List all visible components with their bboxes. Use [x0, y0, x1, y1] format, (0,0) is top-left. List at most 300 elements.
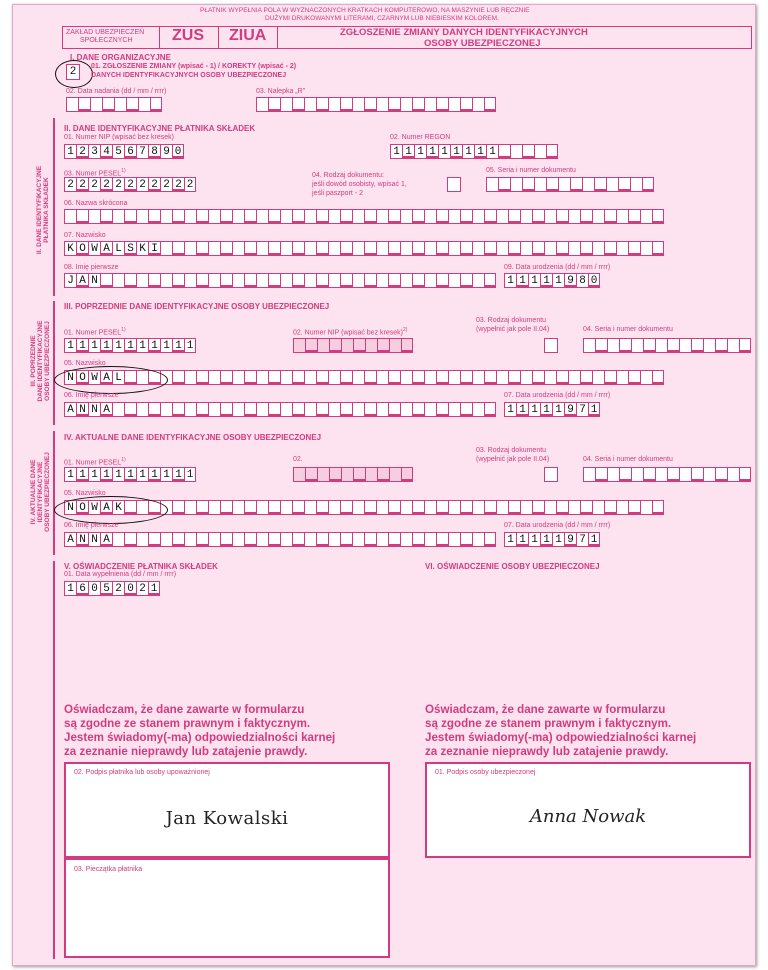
prev-nip-cells[interactable] [293, 338, 413, 353]
short-name-cell[interactable] [436, 209, 448, 224]
curr-pesel-cell[interactable]: 1 [88, 467, 100, 482]
prev-firstname-cell[interactable]: A [100, 402, 112, 417]
curr-series-cells[interactable] [583, 467, 751, 482]
payer-pesel-cell[interactable]: 2 [112, 177, 124, 192]
short-name-cell[interactable] [580, 209, 592, 224]
prev-firstname-cell[interactable] [316, 402, 328, 417]
curr-pesel-cells[interactable] [64, 467, 196, 482]
curr-series-cell[interactable] [631, 467, 643, 482]
curr-surname-cell[interactable] [364, 500, 376, 515]
payer-firstname-cell[interactable] [460, 273, 472, 288]
payer-regon-cells[interactable] [390, 144, 558, 159]
prev-firstname-cell[interactable] [232, 402, 244, 417]
curr-firstname-cell[interactable] [304, 532, 316, 547]
curr-firstname-cell[interactable] [376, 532, 388, 547]
curr-nip-cell[interactable] [293, 467, 305, 482]
curr-surname-cell[interactable] [256, 500, 268, 515]
curr-nip-cell[interactable] [305, 467, 317, 482]
payer-surname-cell[interactable] [256, 241, 268, 256]
short-name-cell[interactable] [244, 209, 256, 224]
payer-firstname-cell[interactable]: N [88, 273, 100, 288]
short-name-cell[interactable] [292, 209, 304, 224]
payer-pesel-cell[interactable]: 2 [100, 177, 112, 192]
curr-birth-cell[interactable]: 1 [504, 532, 516, 547]
curr-series-cell[interactable] [619, 467, 631, 482]
payer-pesel-cell[interactable]: 2 [64, 177, 76, 192]
payer-firstname-cell[interactable] [124, 273, 136, 288]
prev-firstname-cell[interactable] [256, 402, 268, 417]
curr-firstname-cell[interactable] [340, 532, 352, 547]
payer-surname-cell[interactable] [652, 241, 664, 256]
payer-surname-cell[interactable] [544, 241, 556, 256]
prev-surname-cell[interactable] [352, 370, 364, 385]
prev-surname-cell[interactable] [568, 370, 580, 385]
curr-firstname-cell[interactable] [184, 532, 196, 547]
short-name-cell[interactable] [448, 209, 460, 224]
payer-firstname-cell[interactable] [412, 273, 424, 288]
curr-surname-cell[interactable] [388, 500, 400, 515]
insured-signature-box[interactable] [425, 762, 751, 858]
curr-firstname-cell[interactable]: N [76, 532, 88, 547]
assign-date-cell[interactable] [90, 97, 102, 112]
curr-surname-cell[interactable] [220, 500, 232, 515]
payer-surname-cell[interactable] [568, 241, 580, 256]
prev-birth-cell[interactable]: 7 [576, 402, 588, 417]
prev-pesel-cell[interactable]: 1 [136, 338, 148, 353]
prev-surname-cell[interactable] [484, 370, 496, 385]
curr-series-cell[interactable] [679, 467, 691, 482]
short-name-cell[interactable] [556, 209, 568, 224]
payer-nip-cell[interactable]: 5 [112, 144, 124, 159]
prev-firstname-cell[interactable] [172, 402, 184, 417]
curr-firstname-cell[interactable] [472, 532, 484, 547]
prev-pesel-cell[interactable]: 1 [100, 338, 112, 353]
prev-firstname-cell[interactable]: N [76, 402, 88, 417]
prev-surname-cell[interactable]: W [88, 370, 100, 385]
payer-nip-cells[interactable] [64, 144, 184, 159]
payer-regon-cell[interactable]: 1 [414, 144, 426, 159]
prev-series-cell[interactable] [679, 338, 691, 353]
short-name-cell[interactable] [628, 209, 640, 224]
prev-surname-cell[interactable] [460, 370, 472, 385]
prev-surname-cell[interactable] [556, 370, 568, 385]
short-name-cells[interactable] [64, 209, 664, 224]
curr-surname-cell[interactable]: A [100, 500, 112, 515]
payer-firstname-cell[interactable]: J [64, 273, 76, 288]
curr-surname-cell[interactable] [508, 500, 520, 515]
sticker-cell[interactable] [292, 97, 304, 112]
payer-doc-type-cell[interactable] [447, 177, 461, 192]
short-name-cell[interactable] [64, 209, 76, 224]
prev-series-cell[interactable] [691, 338, 703, 353]
prev-surname-cell[interactable] [196, 370, 208, 385]
payer-firstname-cell[interactable] [208, 273, 220, 288]
prev-nip-cell[interactable] [341, 338, 353, 353]
short-name-cell[interactable] [352, 209, 364, 224]
curr-surname-cell[interactable] [520, 500, 532, 515]
prev-birth-cell[interactable]: 1 [540, 402, 552, 417]
curr-surname-cell[interactable]: K [112, 500, 124, 515]
payer-surname-cell[interactable] [640, 241, 652, 256]
curr-firstname-cell[interactable] [460, 532, 472, 547]
payer-stamp-box[interactable] [64, 858, 390, 958]
prev-surname-cell[interactable] [268, 370, 280, 385]
payer-firstname-cell[interactable] [136, 273, 148, 288]
payer-firstname-cell[interactable] [340, 273, 352, 288]
curr-firstname-cell[interactable] [232, 532, 244, 547]
prev-firstname-cell[interactable] [196, 402, 208, 417]
curr-firstname-cell[interactable] [148, 532, 160, 547]
prev-nip-cell[interactable] [401, 338, 413, 353]
prev-nip-cell[interactable] [353, 338, 365, 353]
prev-firstname-cell[interactable] [220, 402, 232, 417]
short-name-cell[interactable] [484, 209, 496, 224]
payer-regon-cell[interactable] [510, 144, 522, 159]
payer-surname-cell[interactable] [400, 241, 412, 256]
prev-doc-type-cell[interactable] [544, 338, 558, 353]
payer-surname-cell[interactable] [460, 241, 472, 256]
payer-birth-cell[interactable]: 9 [564, 273, 576, 288]
payer-surname-cell[interactable] [352, 241, 364, 256]
short-name-cell[interactable] [112, 209, 124, 224]
prev-series-cell[interactable] [715, 338, 727, 353]
short-name-cell[interactable] [424, 209, 436, 224]
curr-firstname-cell[interactable] [424, 532, 436, 547]
payer-pesel-cell[interactable]: 2 [136, 177, 148, 192]
prev-surname-cell[interactable] [628, 370, 640, 385]
prev-surname-cell[interactable] [208, 370, 220, 385]
payer-doc-series-cell[interactable] [594, 177, 606, 192]
payer-regon-cell[interactable]: 1 [438, 144, 450, 159]
payer-birth-cell[interactable]: 1 [540, 273, 552, 288]
prev-surname-cell[interactable] [436, 370, 448, 385]
curr-surname-cell[interactable] [328, 500, 340, 515]
payer-surname-cells[interactable] [64, 241, 664, 256]
payer-surname-cell[interactable]: O [76, 241, 88, 256]
prev-firstname-cell[interactable] [112, 402, 124, 417]
payer-surname-cell[interactable] [208, 241, 220, 256]
prev-firstname-cell[interactable] [364, 402, 376, 417]
curr-series-cell[interactable] [583, 467, 595, 482]
short-name-cell[interactable] [400, 209, 412, 224]
payer-surname-cell[interactable] [436, 241, 448, 256]
curr-surname-cell[interactable] [400, 500, 412, 515]
payer-surname-cell[interactable] [232, 241, 244, 256]
payer-firstname-cell[interactable] [244, 273, 256, 288]
curr-surname-cell[interactable] [628, 500, 640, 515]
prev-surname-cell[interactable] [184, 370, 196, 385]
short-name-cell[interactable] [100, 209, 112, 224]
curr-surname-cell[interactable] [196, 500, 208, 515]
payer-surname-cell[interactable] [412, 241, 424, 256]
prev-firstname-cell[interactable] [424, 402, 436, 417]
curr-nip-cell[interactable] [353, 467, 365, 482]
payer-pesel-cell[interactable]: 2 [148, 177, 160, 192]
curr-surname-cell[interactable] [472, 500, 484, 515]
payer-surname-cell[interactable] [616, 241, 628, 256]
prev-firstname-cell[interactable] [340, 402, 352, 417]
sticker-r-cells[interactable] [256, 97, 496, 112]
short-name-cell[interactable] [304, 209, 316, 224]
curr-nip-cell[interactable] [365, 467, 377, 482]
short-name-cell[interactable] [256, 209, 268, 224]
payer-doc-series-cell[interactable] [498, 177, 510, 192]
curr-surname-cell[interactable] [640, 500, 652, 515]
fill-date-cell[interactable]: 0 [88, 581, 100, 596]
payer-nip-cell[interactable]: 4 [100, 144, 112, 159]
payer-pesel-cells[interactable] [64, 177, 196, 192]
prev-birth-cell[interactable]: 1 [516, 402, 528, 417]
curr-firstname-cell[interactable] [280, 532, 292, 547]
prev-firstname-cell[interactable] [208, 402, 220, 417]
payer-firstname-cell[interactable] [328, 273, 340, 288]
curr-surname-cell[interactable] [568, 500, 580, 515]
prev-surname-cell[interactable] [472, 370, 484, 385]
curr-surname-cell[interactable] [304, 500, 316, 515]
payer-surname-cell[interactable] [628, 241, 640, 256]
fill-date-cell[interactable]: 6 [76, 581, 88, 596]
curr-nip-cell[interactable] [341, 467, 353, 482]
curr-firstname-cell[interactable] [352, 532, 364, 547]
short-name-cell[interactable] [220, 209, 232, 224]
payer-surname-cell[interactable]: W [88, 241, 100, 256]
assign-date-cell[interactable] [102, 97, 114, 112]
prev-surname-cell[interactable] [448, 370, 460, 385]
payer-firstname-cell[interactable] [364, 273, 376, 288]
sticker-cell[interactable] [424, 97, 436, 112]
payer-nip-cell[interactable]: 1 [64, 144, 76, 159]
payer-nip-cell[interactable]: 3 [88, 144, 100, 159]
payer-surname-cell[interactable] [364, 241, 376, 256]
prev-firstname-cell[interactable] [136, 402, 148, 417]
prev-surname-cell[interactable] [640, 370, 652, 385]
payer-nip-cell[interactable]: 0 [172, 144, 184, 159]
short-name-cell[interactable] [184, 209, 196, 224]
prev-birth-cell[interactable]: 1 [504, 402, 516, 417]
prev-firstname-cell[interactable]: N [88, 402, 100, 417]
payer-doc-series-cell[interactable] [486, 177, 498, 192]
payer-nip-cell[interactable]: 7 [136, 144, 148, 159]
payer-doc-series-cell[interactable] [522, 177, 534, 192]
curr-surname-cell[interactable] [292, 500, 304, 515]
payer-surname-cell[interactable] [472, 241, 484, 256]
curr-birth-cell[interactable]: 9 [564, 532, 576, 547]
payer-doc-series-cell[interactable] [606, 177, 618, 192]
curr-pesel-cell[interactable]: 1 [172, 467, 184, 482]
payer-surname-cell[interactable]: K [136, 241, 148, 256]
prev-surname-cell[interactable] [244, 370, 256, 385]
curr-surname-cell[interactable] [352, 500, 364, 515]
curr-series-cell[interactable] [691, 467, 703, 482]
payer-regon-cell[interactable]: 1 [390, 144, 402, 159]
payer-firstname-cell[interactable] [232, 273, 244, 288]
short-name-cell[interactable] [544, 209, 556, 224]
assign-date-cell[interactable] [138, 97, 150, 112]
curr-nip-cell[interactable] [389, 467, 401, 482]
sticker-cell[interactable] [412, 97, 424, 112]
prev-surname-cell[interactable] [544, 370, 556, 385]
prev-surname-cell[interactable] [424, 370, 436, 385]
curr-pesel-cell[interactable]: 1 [136, 467, 148, 482]
payer-firstname-cell[interactable] [400, 273, 412, 288]
assign-date-cell[interactable] [114, 97, 126, 112]
fill-date-cell[interactable]: 1 [64, 581, 76, 596]
curr-surname-cell[interactable] [592, 500, 604, 515]
curr-series-cell[interactable] [643, 467, 655, 482]
prev-series-cell[interactable] [619, 338, 631, 353]
curr-surname-cell[interactable]: W [88, 500, 100, 515]
assign-date-cell[interactable] [150, 97, 162, 112]
prev-nip-cell[interactable] [377, 338, 389, 353]
sticker-cell[interactable] [364, 97, 376, 112]
payer-surname-cell[interactable] [532, 241, 544, 256]
short-name-cell[interactable] [340, 209, 352, 224]
change-type-cell[interactable]: 2 [66, 64, 80, 80]
sticker-cell[interactable] [388, 97, 400, 112]
curr-birth-cell[interactable]: 1 [528, 532, 540, 547]
curr-firstname-cell[interactable] [196, 532, 208, 547]
curr-firstname-cell[interactable] [160, 532, 172, 547]
fill-date-cell[interactable]: 0 [124, 581, 136, 596]
payer-birth-cell[interactable]: 8 [576, 273, 588, 288]
payer-surname-cell[interactable] [484, 241, 496, 256]
curr-nip-cell[interactable] [377, 467, 389, 482]
payer-surname-cell[interactable] [184, 241, 196, 256]
payer-surname-cell[interactable] [508, 241, 520, 256]
prev-birth-cell[interactable]: 1 [528, 402, 540, 417]
payer-surname-cell[interactable] [424, 241, 436, 256]
payer-doc-series-cell[interactable] [546, 177, 558, 192]
curr-surname-cell[interactable] [580, 500, 592, 515]
payer-firstname-cell[interactable] [160, 273, 172, 288]
prev-surname-cell[interactable] [580, 370, 592, 385]
sticker-cell[interactable] [376, 97, 388, 112]
curr-surname-cell[interactable] [616, 500, 628, 515]
short-name-cell[interactable] [532, 209, 544, 224]
prev-surname-cell[interactable] [256, 370, 268, 385]
curr-surname-cell[interactable] [172, 500, 184, 515]
curr-firstname-cell[interactable] [400, 532, 412, 547]
payer-surname-cell[interactable] [604, 241, 616, 256]
assign-date-cell[interactable] [66, 97, 78, 112]
short-name-cell[interactable] [316, 209, 328, 224]
prev-firstname-cell[interactable] [448, 402, 460, 417]
short-name-cell[interactable] [232, 209, 244, 224]
payer-surname-cell[interactable] [496, 241, 508, 256]
curr-surname-cell[interactable] [184, 500, 196, 515]
curr-surname-cell[interactable] [268, 500, 280, 515]
curr-pesel-cell[interactable]: 1 [76, 467, 88, 482]
prev-series-cell[interactable] [703, 338, 715, 353]
curr-firstname-cell[interactable] [388, 532, 400, 547]
prev-surname-cell[interactable] [376, 370, 388, 385]
curr-surname-cell[interactable] [208, 500, 220, 515]
payer-firstname-cell[interactable] [268, 273, 280, 288]
curr-nip-cells[interactable] [293, 467, 413, 482]
prev-surname-cell[interactable] [532, 370, 544, 385]
prev-firstname-cell[interactable] [292, 402, 304, 417]
short-name-cell[interactable] [496, 209, 508, 224]
curr-surname-cell[interactable] [448, 500, 460, 515]
curr-firstname-cell[interactable]: A [100, 532, 112, 547]
sticker-cell[interactable] [268, 97, 280, 112]
short-name-cell[interactable] [460, 209, 472, 224]
short-name-cell[interactable] [616, 209, 628, 224]
sticker-cell[interactable] [280, 97, 292, 112]
prev-surname-cell[interactable] [220, 370, 232, 385]
short-name-cell[interactable] [592, 209, 604, 224]
curr-surname-cell[interactable]: O [76, 500, 88, 515]
curr-firstname-cell[interactable] [124, 532, 136, 547]
curr-firstname-cell[interactable] [292, 532, 304, 547]
prev-surname-cell[interactable] [292, 370, 304, 385]
short-name-cell[interactable] [280, 209, 292, 224]
prev-surname-cell[interactable] [400, 370, 412, 385]
curr-firstname-cell[interactable] [436, 532, 448, 547]
short-name-cell[interactable] [412, 209, 424, 224]
prev-surname-cell[interactable] [172, 370, 184, 385]
prev-firstname-cell[interactable] [244, 402, 256, 417]
prev-surname-cell[interactable] [232, 370, 244, 385]
sticker-cell[interactable] [460, 97, 472, 112]
fill-date-cell[interactable]: 2 [136, 581, 148, 596]
short-name-cell[interactable] [160, 209, 172, 224]
prev-surname-cell[interactable] [340, 370, 352, 385]
payer-birth-cells[interactable] [504, 273, 600, 288]
curr-pesel-cell[interactable]: 1 [100, 467, 112, 482]
sticker-cell[interactable] [328, 97, 340, 112]
prev-pesel-cell[interactable]: 1 [172, 338, 184, 353]
payer-nip-cell[interactable]: 8 [148, 144, 160, 159]
payer-surname-cell[interactable] [520, 241, 532, 256]
curr-series-cell[interactable] [715, 467, 727, 482]
curr-surname-cell[interactable] [280, 500, 292, 515]
curr-birth-cell[interactable]: 1 [540, 532, 552, 547]
prev-surname-cell[interactable] [412, 370, 424, 385]
payer-pesel-cell[interactable]: 2 [76, 177, 88, 192]
payer-firstname-cell[interactable] [472, 273, 484, 288]
payer-birth-cell[interactable]: 1 [552, 273, 564, 288]
curr-doc-type-cell[interactable] [544, 467, 558, 482]
short-name-cell[interactable] [520, 209, 532, 224]
fill-date-cell[interactable]: 5 [100, 581, 112, 596]
short-name-cell[interactable] [268, 209, 280, 224]
payer-surname-cell[interactable] [220, 241, 232, 256]
curr-firstname-cell[interactable] [244, 532, 256, 547]
curr-surname-cell[interactable]: N [64, 500, 76, 515]
prev-series-cell[interactable] [739, 338, 751, 353]
prev-surname-cell[interactable] [364, 370, 376, 385]
prev-pesel-cell[interactable]: 1 [88, 338, 100, 353]
curr-nip-cell[interactable] [329, 467, 341, 482]
curr-birth-cell[interactable]: 7 [576, 532, 588, 547]
sticker-cell[interactable] [316, 97, 328, 112]
curr-pesel-cell[interactable]: 1 [148, 467, 160, 482]
prev-series-cell[interactable] [643, 338, 655, 353]
prev-firstname-cell[interactable] [412, 402, 424, 417]
prev-surname-cell[interactable] [508, 370, 520, 385]
curr-nip-cell[interactable] [317, 467, 329, 482]
prev-birth-cells[interactable] [504, 402, 600, 417]
prev-series-cell[interactable] [655, 338, 667, 353]
payer-surname-cell[interactable] [304, 241, 316, 256]
prev-surname-cell[interactable]: N [64, 370, 76, 385]
prev-series-cell[interactable] [595, 338, 607, 353]
sticker-cell[interactable] [304, 97, 316, 112]
curr-series-cell[interactable] [607, 467, 619, 482]
prev-firstname-cell[interactable] [436, 402, 448, 417]
payer-regon-cell[interactable] [534, 144, 546, 159]
